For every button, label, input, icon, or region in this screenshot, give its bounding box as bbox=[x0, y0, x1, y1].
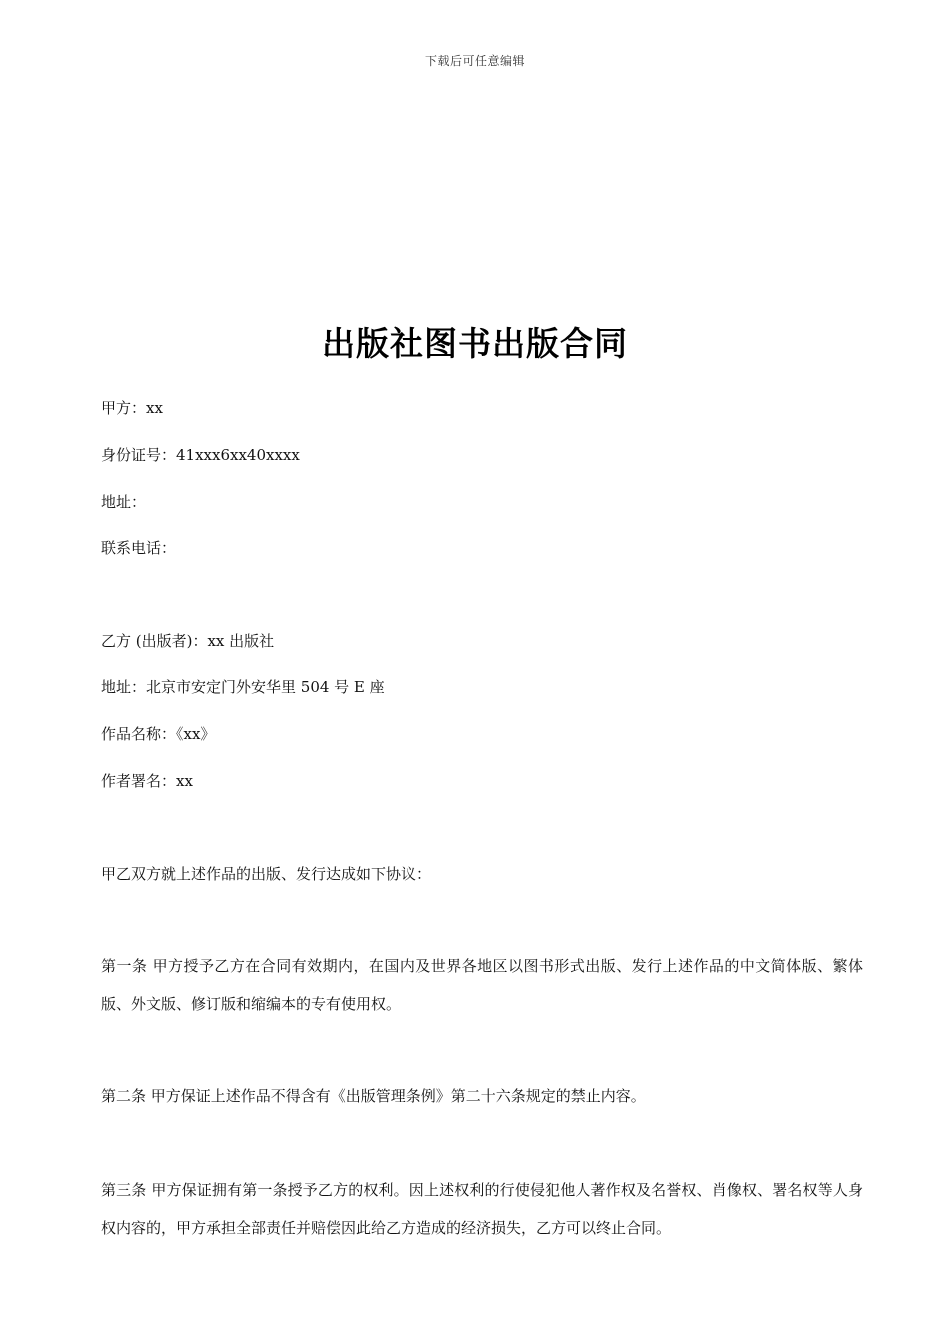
party-b-name: 乙方 (出版者)：xx 出版社 bbox=[101, 632, 275, 650]
author-signature: 作者署名：xx bbox=[101, 772, 193, 790]
party-a-id: 身份证号：41xxx6xx40xxxx bbox=[101, 446, 300, 464]
party-b-address: 地址：北京市安定门外安华里 504 号 E 座 bbox=[101, 678, 385, 696]
article-3: 第三条 甲方保证拥有第一条授予乙方的权利。因上述权利的行使侵犯他人著作权及名誉权、肖像权、署名权等人身权内容的，甲方承担全部责任并赔偿因此给乙方造成的经济损失，乙方可以终止合同。 bbox=[101, 1181, 863, 1237]
party-a-address: 地址： bbox=[101, 493, 147, 511]
party-a-phone: 联系电话： bbox=[101, 539, 177, 557]
contract-title: 出版社图书出版合同 bbox=[322, 324, 628, 363]
work-title: 作品名称：《xx》 bbox=[101, 725, 216, 743]
agreement-intro: 甲乙双方就上述作品的出版、发行达成如下协议： bbox=[101, 865, 432, 883]
party-a-name: 甲方：xx bbox=[101, 399, 163, 417]
article-1: 第一条 甲方授予乙方在合同有效期内，在国内及世界各地区以图书形式出版、发行上述作品的中文简体版、繁体版、外文版、修订版和缩编本的专有使用权。 bbox=[101, 957, 863, 1013]
header-note: 下载后可任意编辑 bbox=[424, 54, 525, 68]
article-2: 第二条 甲方保证上述作品不得含有《出版管理条例》第二十六条规定的禁止内容。 bbox=[101, 1087, 646, 1105]
